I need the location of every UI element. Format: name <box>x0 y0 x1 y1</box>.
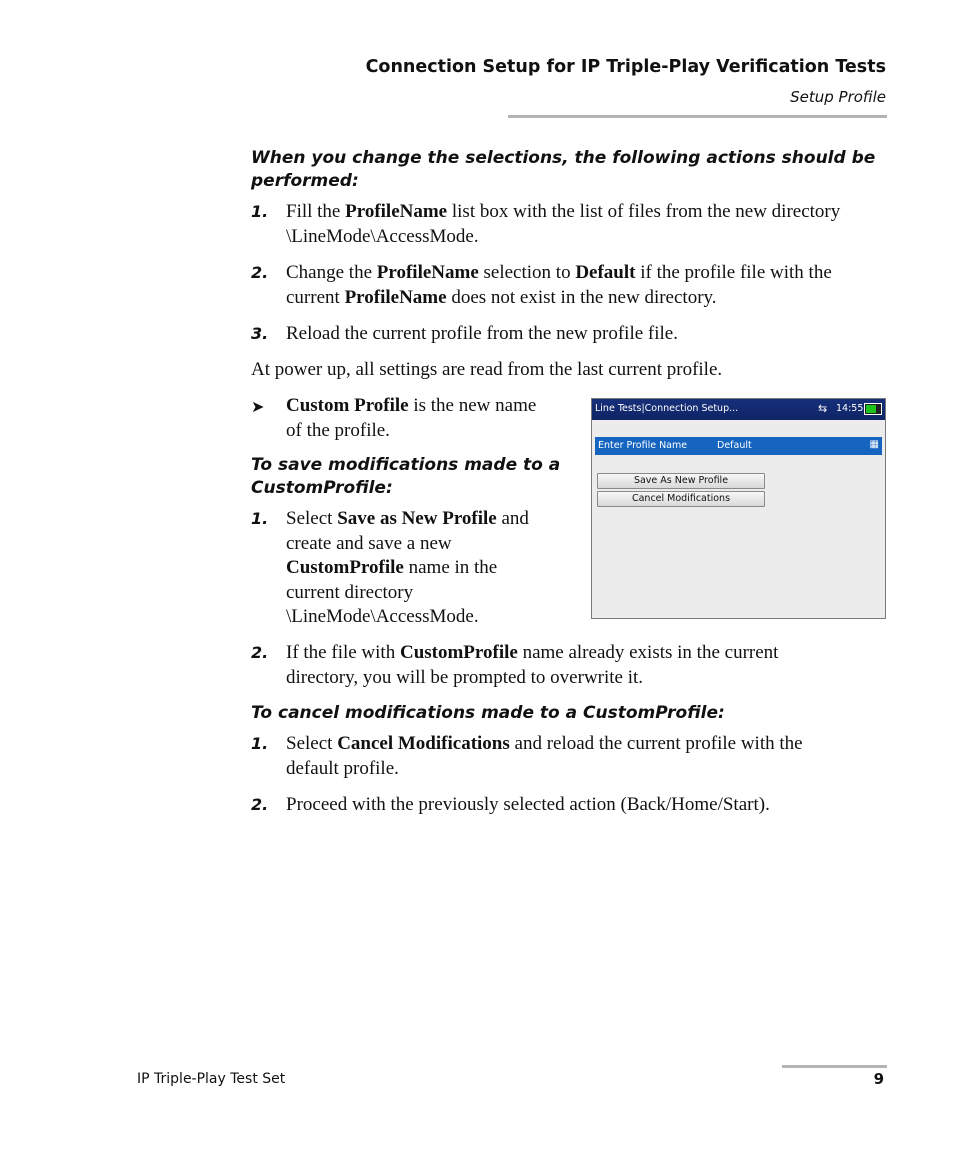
section-heading-selections: When you change the selections, the following actions should be performed: <box>251 148 876 191</box>
footer-rule <box>782 1065 887 1068</box>
item-number: 2. <box>251 795 269 814</box>
page-number: 9 <box>873 1070 884 1088</box>
battery-icon <box>864 403 882 415</box>
keypad-icon[interactable]: ▦ <box>869 439 879 450</box>
header-rule <box>508 115 887 118</box>
term-profilename: ProfileName <box>345 201 448 222</box>
section-heading-save: To save modifications made to a CustomProfile: <box>251 455 561 498</box>
arrow-bullet-icon: ➤ <box>251 399 265 416</box>
running-header-subtitle: Setup Profile <box>790 88 886 106</box>
running-header-title: Connection Setup for IP Triple-Play Verification Tests <box>365 57 886 77</box>
profile-name-value: Default <box>717 440 752 451</box>
term-cancel-modifications: Cancel Modifications <box>337 733 510 754</box>
term-save-as-new-profile: Save as New Profile <box>337 508 497 529</box>
screenshot-titlebar <box>592 399 885 420</box>
item-number: 1. <box>251 509 269 528</box>
cancel-modifications-button[interactable]: Cancel Modifications <box>597 491 765 507</box>
item-number: 3. <box>251 324 269 343</box>
item-number: 1. <box>251 202 269 221</box>
screenshot-clock: 14:55 <box>836 403 864 414</box>
section-heading-cancel: To cancel modifications made to a CustomProfile: <box>251 703 725 723</box>
item-number: 2. <box>251 263 269 282</box>
footer-product-name: IP Triple-Play Test Set <box>137 1071 286 1087</box>
save-as-new-profile-button[interactable]: Save As New Profile <box>597 473 765 489</box>
device-screenshot <box>591 398 886 619</box>
item-number: 1. <box>251 734 269 753</box>
screenshot-title: Line Tests|Connection Setup... <box>595 403 739 414</box>
sync-arrows-icon: ⇆ <box>818 402 828 415</box>
power-up-note: At power up, all settings are read from the last current profile. <box>251 359 723 380</box>
item-number: 2. <box>251 643 269 662</box>
profile-name-label: Enter Profile Name <box>598 440 688 451</box>
profile-name-row[interactable] <box>595 437 882 455</box>
